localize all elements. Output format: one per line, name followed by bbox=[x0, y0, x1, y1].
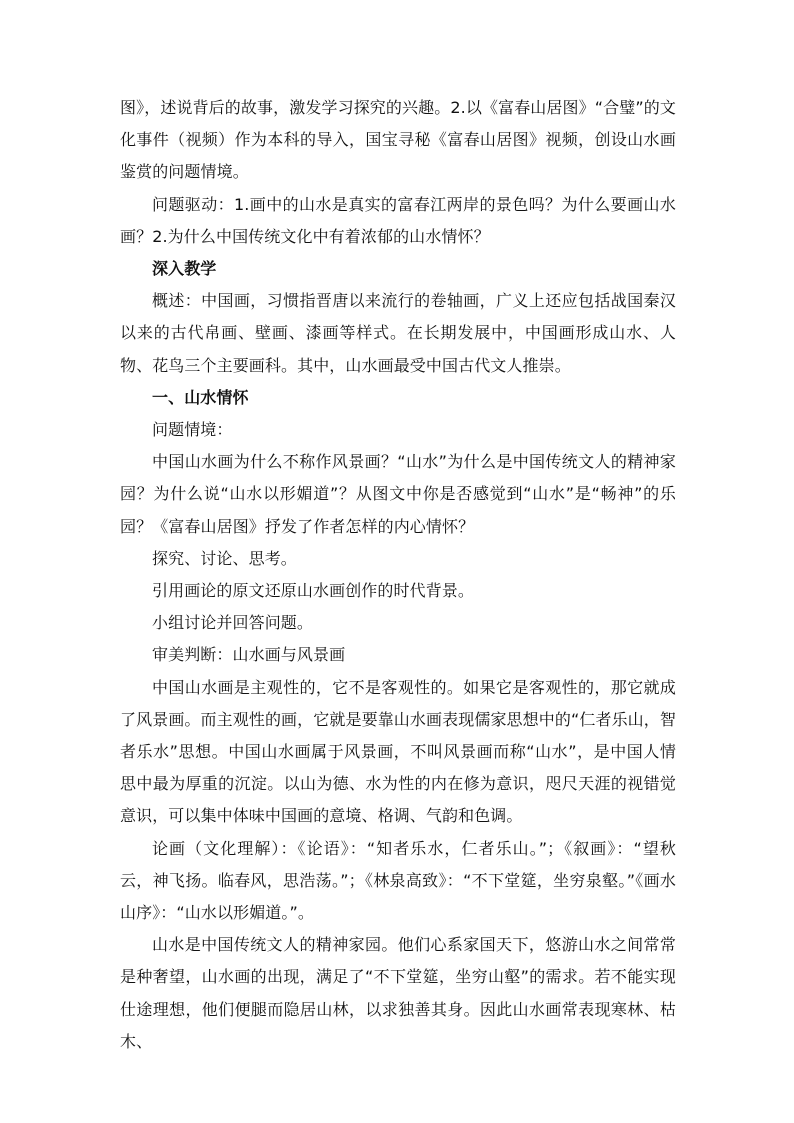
document-page bbox=[120, 92, 676, 1058]
section-heading-landscape-sentiment: 一、山水情怀 bbox=[152, 387, 249, 407]
paragraph-quote-theory: 引用画论的原文还原山水画创作的时代背景。 bbox=[152, 581, 475, 601]
paragraph-problem-situation-label: 问题情境： bbox=[152, 420, 233, 440]
paragraph-aesthetic-judgment: 审美判断：山水画与风景画 bbox=[152, 645, 346, 665]
paragraph-problem-questions: 中国山水画为什么不称作风景画？“山水”为什么是中国传统文人的精神家园？为什么说“山水以形媚道”？从图文中你是否感觉到“山水”是“畅神”的乐园？《富春山居图》抒发了作者怎样的内心情怀？ bbox=[120, 452, 676, 536]
paragraph-spiritual-home: 山水是中国传统文人的精神家园。他们心系家国天下，悠游山水之间常常是种奢望，山水画的出现，满足了“不下堂筵，坐穷山壑”的需求。若不能实现仕途理想，他们便腿而隐居山林，以求独善其身。因此山水画常表现寒林、枯木、 bbox=[120, 935, 676, 1051]
paragraph-group-discussion: 小组讨论并回答问题。 bbox=[152, 613, 314, 633]
paragraph-overview: 概述：中国画，习惯指晋唐以来流行的卷轴画，广义上还应包括战国秦汉以来的古代帛画、壁画、漆画等样式。在长期发展中，中国画形成山水、人物、花鸟三个主要画科。其中，山水画最受中国古代文人推崇。 bbox=[120, 291, 676, 375]
paragraph-painting-theory-quotes: 论画（文化理解）：《论语》：“知者乐水，仁者乐山。”；《叙画》：“望秋云，神飞扬。临春风，思浩荡。”；《林泉高致》：“不下堂筵，坐穷泉壑。”《画水山序》：“山水以形媚道。”。 bbox=[120, 838, 676, 923]
paragraph-intro-continuation: 图》，述说背后的故事，激发学习探究的兴趣。2.以《富春山居图》“合璧”的文化事件（视频）作为本科的导入，国宝寻秘《富春山居图》视频，创设山水画鉴赏的问题情境。 bbox=[120, 98, 676, 182]
paragraph-subjective-landscape: 中国山水画是主观性的，它不是客观性的。如果它是客观性的，那它就成了风景画。而主观性的画，它就是要靠山水画表现儒家思想中的“仁者乐山，智者乐水”思想。中国山水画属于风景画，不叫风景画而称“山水”，是中国人情思中最为厚重的沉淀。以山为德、水为性的内在修为意识，咫尺天涯的视错觉意识，可以集中体味中国画的意境、格调、气韵和色调。 bbox=[120, 677, 676, 826]
section-heading-deep-teaching: 深入教学 bbox=[152, 259, 217, 279]
paragraph-problem-driven: 问题驱动：1.画中的山水是真实的富春江两岸的景色吗？为什么要画山水画？2.为什么中国传统文化中有着浓郁的山水情怀？ bbox=[120, 194, 676, 246]
paragraph-explore-discuss: 探究、讨论、思考。 bbox=[152, 548, 297, 568]
